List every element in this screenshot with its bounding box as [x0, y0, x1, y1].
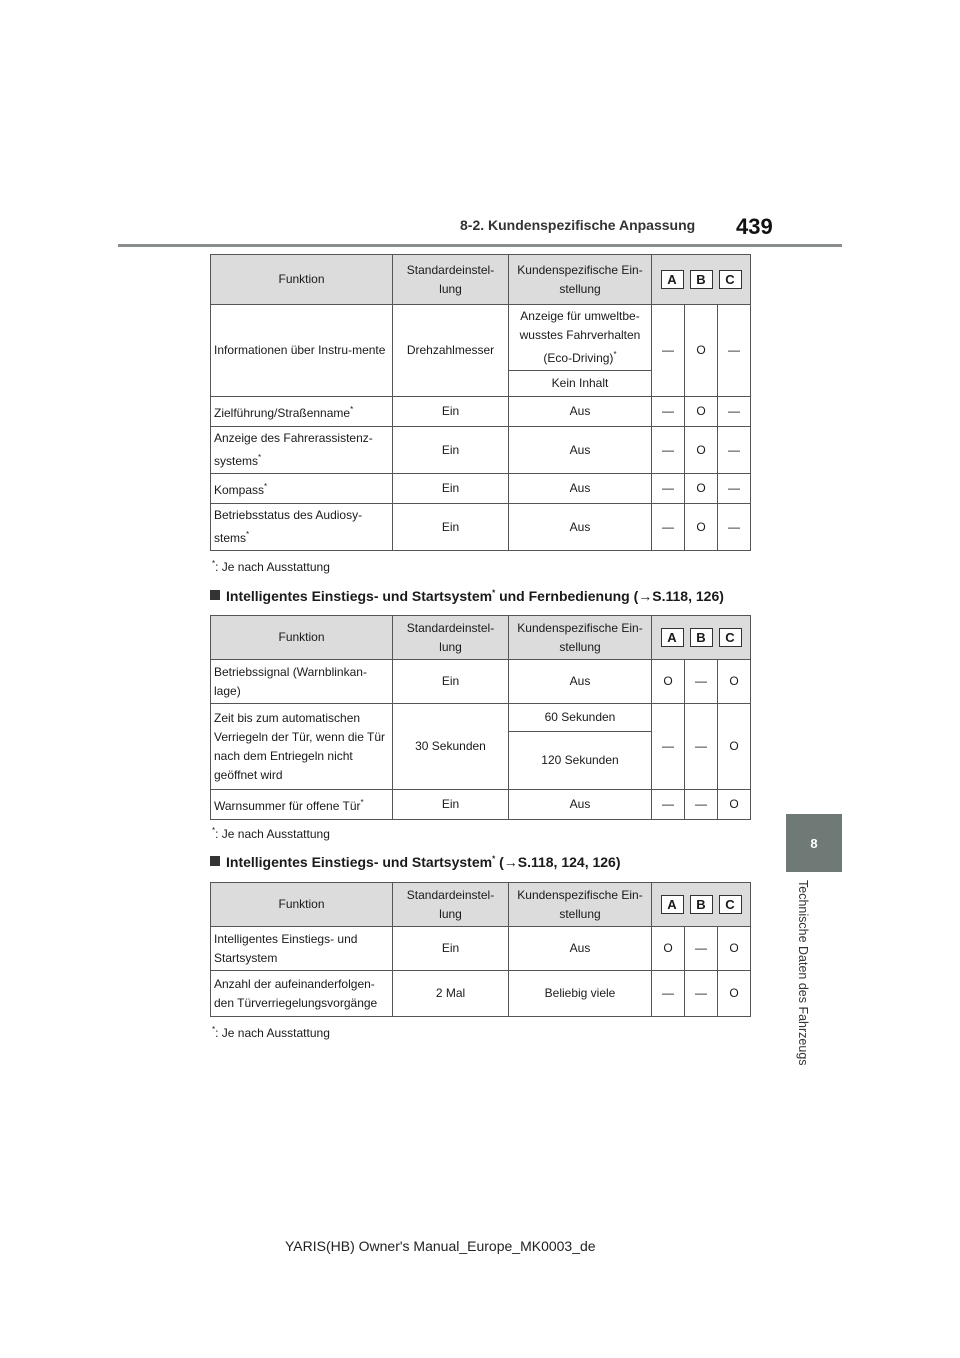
- cell-function: Anzeige des Fahrerassistenz-systems*: [211, 427, 393, 474]
- cell-a: —: [652, 790, 685, 820]
- chapter-label: Technische Daten des Fahrzeugs: [796, 880, 810, 1066]
- cell-b: —: [685, 927, 718, 971]
- label-b: B: [690, 895, 713, 914]
- section-header-title: 8-2. Kundenspezifische Anpassung: [460, 217, 696, 233]
- col-abc: [652, 883, 751, 927]
- cell-c: —: [718, 474, 751, 504]
- table-row: [211, 504, 751, 551]
- cell-b: O: [685, 474, 718, 504]
- cell-function: Warnsummer für offene Tür*: [211, 790, 393, 820]
- cell-default: Ein: [393, 660, 509, 704]
- cell-b: O: [685, 427, 718, 474]
- header-divider: [118, 244, 842, 247]
- label-b: B: [690, 628, 713, 647]
- cell-a: —: [652, 397, 685, 427]
- cell-custom: Aus: [509, 927, 652, 971]
- col-abc: [652, 255, 751, 305]
- cell-b: —: [685, 790, 718, 820]
- cell-default: Drehzahlmesser: [393, 305, 509, 397]
- cell-b: O: [685, 504, 718, 551]
- cell-custom: Aus: [509, 474, 652, 504]
- document-footer: YARIS(HB) Owner's Manual_Europe_MK0003_de: [285, 1238, 596, 1254]
- cell-custom: Beliebig viele: [509, 971, 652, 1017]
- cell-custom: 60 Sekunden: [509, 704, 652, 732]
- cell-function: Kompass*: [211, 474, 393, 504]
- cell-function: Betriebssignal (Warnblinkan-lage): [211, 660, 393, 704]
- label-b: B: [690, 270, 713, 289]
- cell-a: —: [652, 704, 685, 790]
- cell-function: Betriebsstatus des Audiosy-stems*: [211, 504, 393, 551]
- cell-function: Zielführung/Straßenname*: [211, 397, 393, 427]
- cell-default: Ein: [393, 790, 509, 820]
- cell-default: Ein: [393, 927, 509, 971]
- col-custom: Kundenspezifische Ein-stellung: [509, 616, 652, 660]
- cell-a: —: [652, 971, 685, 1017]
- col-function: Funktion: [211, 883, 393, 927]
- section-heading-remote: Intelligentes Einstiegs- und Startsystem* und Fernbedienung (→S.118, 126): [210, 588, 724, 604]
- settings-table-remote: [210, 615, 751, 820]
- cell-c: —: [718, 504, 751, 551]
- cell-b: —: [685, 660, 718, 704]
- col-function: Funktion: [211, 255, 393, 305]
- label-a: A: [661, 270, 684, 289]
- table-row: [211, 927, 751, 971]
- table-header-row: [211, 883, 751, 927]
- cell-c: —: [718, 427, 751, 474]
- cell-a: —: [652, 305, 685, 397]
- table-row: [211, 704, 751, 732]
- col-default: Standardeinstel-lung: [393, 883, 509, 927]
- footnote: *: Je nach Ausstattung: [212, 1025, 330, 1040]
- table-row: [211, 305, 751, 371]
- footnote: *: Je nach Ausstattung: [212, 559, 330, 574]
- cell-b: O: [685, 397, 718, 427]
- cell-c: O: [718, 927, 751, 971]
- page-number: 439: [736, 214, 773, 239]
- cell-default: Ein: [393, 474, 509, 504]
- settings-table-instruments: [210, 254, 751, 551]
- table-row: [211, 427, 751, 474]
- cell-custom: Aus: [509, 504, 652, 551]
- table-row: [211, 397, 751, 427]
- col-function: Funktion: [211, 616, 393, 660]
- table-row: [211, 474, 751, 504]
- cell-custom: Kein Inhalt: [509, 371, 652, 397]
- cell-default: 30 Sekunden: [393, 704, 509, 790]
- label-c: C: [719, 628, 742, 647]
- col-custom: Kundenspezifische Ein-stellung: [509, 255, 652, 305]
- table-header-row: [211, 616, 751, 660]
- cell-a: O: [652, 927, 685, 971]
- label-a: A: [661, 628, 684, 647]
- cell-custom: Aus: [509, 790, 652, 820]
- cell-function: Anzahl der aufeinanderfolgen-den Türverriegelungsvorgänge: [211, 971, 393, 1017]
- cell-default: 2 Mal: [393, 971, 509, 1017]
- cell-c: O: [718, 660, 751, 704]
- cell-function: Intelligentes Einstiegs- und Startsystem: [211, 927, 393, 971]
- settings-table-smart-entry: [210, 882, 751, 1017]
- table-row: [211, 660, 751, 704]
- col-abc: [652, 616, 751, 660]
- table-header-row: [211, 255, 751, 305]
- cell-c: —: [718, 397, 751, 427]
- cell-b: O: [685, 305, 718, 397]
- cell-a: —: [652, 474, 685, 504]
- cell-custom: Aus: [509, 427, 652, 474]
- cell-c: O: [718, 790, 751, 820]
- cell-default: Ein: [393, 427, 509, 474]
- bullet-square-icon: [210, 590, 220, 600]
- label-a: A: [661, 895, 684, 914]
- col-default: Standardeinstel-lung: [393, 255, 509, 305]
- cell-b: —: [685, 704, 718, 790]
- cell-default: Ein: [393, 504, 509, 551]
- section-heading-smart-entry: Intelligentes Einstiegs- und Startsystem* (→S.118, 124, 126): [210, 854, 621, 870]
- table-row: [211, 790, 751, 820]
- cell-custom: Aus: [509, 397, 652, 427]
- cell-function: Zeit bis zum automatischen Verriegeln der Tür, wenn die Tür nach dem Entriegeln nicht geöffnet wird: [211, 704, 393, 790]
- col-default: Standardeinstel-lung: [393, 616, 509, 660]
- label-c: C: [719, 270, 742, 289]
- cell-c: O: [718, 971, 751, 1017]
- cell-c: —: [718, 305, 751, 397]
- cell-a: —: [652, 504, 685, 551]
- cell-a: —: [652, 427, 685, 474]
- cell-c: O: [718, 704, 751, 790]
- col-custom: Kundenspezifische Ein-stellung: [509, 883, 652, 927]
- cell-a: O: [652, 660, 685, 704]
- cell-default: Ein: [393, 397, 509, 427]
- cell-function: Informationen über Instru-mente: [211, 305, 393, 397]
- bullet-square-icon: [210, 856, 220, 866]
- footnote: *: Je nach Ausstattung: [212, 826, 330, 841]
- cell-custom: Aus: [509, 660, 652, 704]
- label-c: C: [719, 895, 742, 914]
- cell-custom: 120 Sekunden: [509, 732, 652, 790]
- cell-b: —: [685, 971, 718, 1017]
- cell-custom: Anzeige für umweltbe-wusstes Fahrverhalten (Eco-Driving)*: [509, 305, 652, 371]
- table-row: [211, 971, 751, 1017]
- chapter-tab[interactable]: 8: [786, 814, 842, 872]
